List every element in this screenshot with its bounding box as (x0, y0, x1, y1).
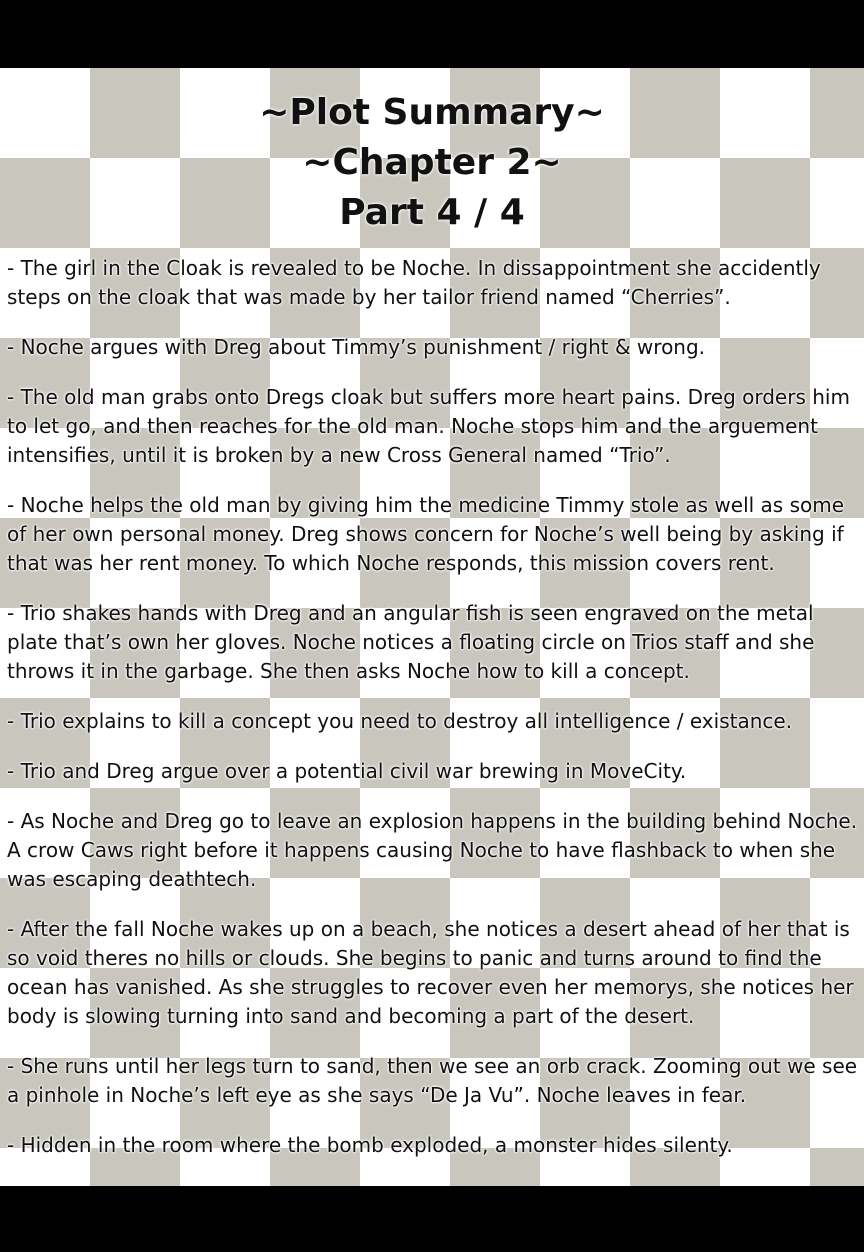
summary-item: - The old man grabs onto Dregs cloak but suffers more heart pains. Dreg orders him to let go, and then reaches for the old man. Noche stops him and the arguement intensifies, until it is broken by a new Cross General named “Trio”. (7, 385, 850, 467)
summary-item: - Noche argues with Dreg about Timmy’s punishment / right & wrong. (7, 335, 706, 359)
summary-item: - Trio and Dreg argue over a potential civil war brewing in MoveCity. (7, 759, 687, 783)
title-chapter: ~Chapter 2~ (302, 142, 562, 183)
summary-list (7, 254, 859, 1181)
summary-item: - Noche helps the old man by giving him the medicine Timmy stole as well as some of her own personal money. Dreg shows concern for Noche’s well being by asking if that was her rent money. To which Noche responds, this mission covers rent. (7, 493, 845, 575)
title-part: Part 4 / 4 (339, 192, 525, 233)
summary-item: - As Noche and Dreg go to leave an explosion happens in the building behind Noche. A crow Caws right before it happens causing Noche to have flashback to when she was escaping deathtech. (7, 809, 858, 891)
summary-item: - Trio shakes hands with Dreg and an angular fish is seen engraved on the metal plate that’s own her gloves. Noche notices a floating circle on Trios staff and she throws it in the garbage. She then asks Noche how to kill a concept. (7, 601, 815, 683)
checkered-panel (0, 68, 864, 1186)
summary-item: - After the fall Noche wakes up on a beach, she notices a desert ahead of her that is so void theres no hills or clouds. She begins to panic and turns around to find the ocean has vanished. As she struggles to recover even her memorys, she notices her body is slowing turning into sand and becoming a part of the desert. (7, 917, 854, 1028)
title-plot-summary: ~Plot Summary~ (259, 92, 605, 133)
title-block (0, 88, 864, 238)
summary-item: - Hidden in the room where the bomb exploded, a monster hides silenty. (7, 1133, 733, 1157)
summary-item: - Trio explains to kill a concept you need to destroy all intelligence / existance. (7, 709, 793, 733)
summary-item: - The girl in the Cloak is revealed to be Noche. In dissappointment she accidently steps on the cloak that was made by her tailor friend named “Cherries”. (7, 256, 821, 309)
summary-item: - She runs until her legs turn to sand, then we see an orb crack. Zooming out we see a pinhole in Noche’s left eye as she says “De Ja Vu”. Noche leaves in fear. (7, 1054, 858, 1107)
